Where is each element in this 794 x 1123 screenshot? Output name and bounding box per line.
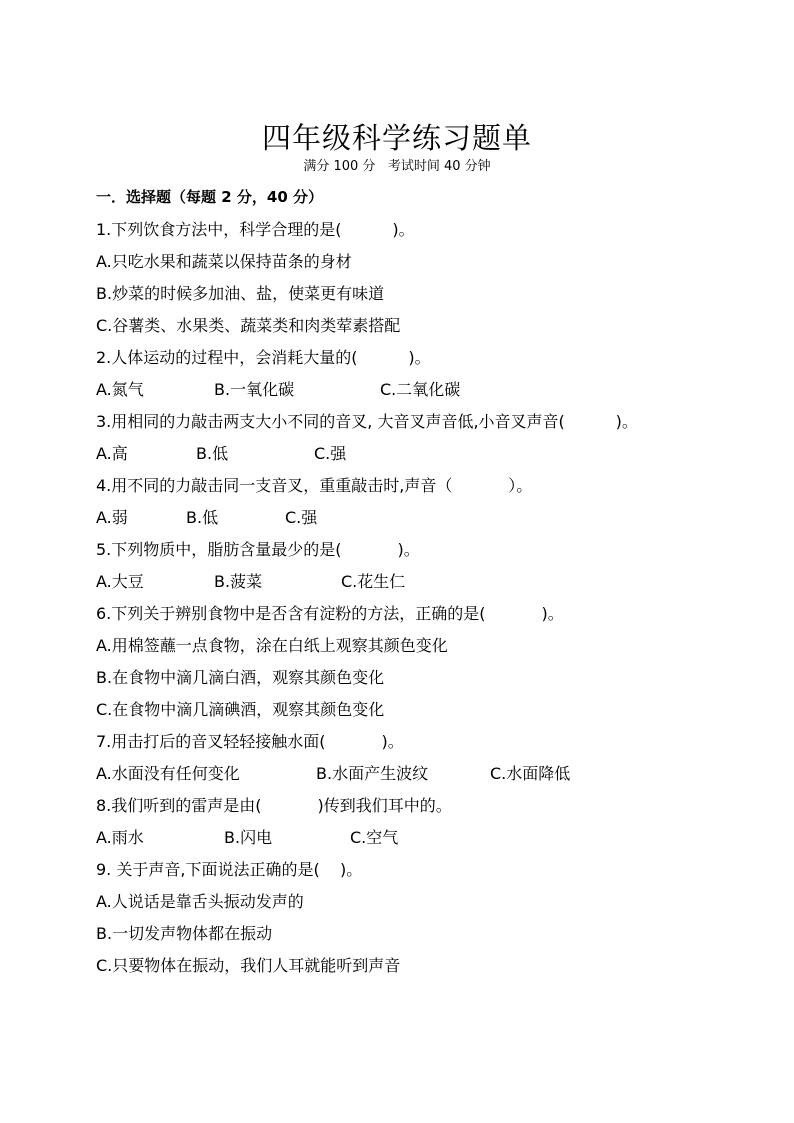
- question-line: [96, 826, 736, 858]
- line-text: 2.人体运动的过程中，会消耗大量的( )。: [96, 348, 431, 367]
- answer-option: B.菠菜: [214, 572, 263, 591]
- answer-option: A.弱: [96, 508, 128, 527]
- question-line: [96, 922, 736, 954]
- answer-option: A.雨水: [96, 828, 144, 847]
- answer-option: B.低: [186, 508, 219, 527]
- answer-option: A.大豆: [96, 572, 144, 591]
- answer-option: C.强: [314, 444, 347, 463]
- question-line: [96, 314, 736, 346]
- line-text: C.在食物中滴几滴碘酒，观察其颜色变化: [96, 700, 385, 719]
- question-line: [96, 890, 736, 922]
- question-line: [96, 506, 736, 538]
- answer-option: C.强: [285, 508, 318, 527]
- answer-option: A.水面没有任何变化: [96, 764, 240, 783]
- question-line: [96, 666, 736, 698]
- line-text: 6.下列关于辨别食物中是否含有淀粉的方法，正确的是( )。: [96, 604, 564, 623]
- question-line: [96, 698, 736, 730]
- answer-option: B.一氧化碳: [214, 380, 295, 399]
- question-line: [96, 410, 736, 442]
- question-line: [96, 858, 736, 890]
- answer-option: A.氮气: [96, 380, 144, 399]
- answer-option: C.花生仁: [341, 572, 406, 591]
- line-text: B.一切发声物体都在振动: [96, 924, 273, 943]
- line-text: C.只要物体在振动，我们人耳就能听到声音: [96, 956, 401, 975]
- line-text: 5.下列物质中，脂肪含量最少的是( )。: [96, 540, 420, 559]
- answer-option: A.高: [96, 444, 128, 463]
- line-text: 1.下列饮食方法中，科学合理的是( )。: [96, 220, 415, 239]
- answer-option: B.低: [196, 444, 229, 463]
- line-text: A.只吃水果和蔬菜以保持苗条的身材: [96, 252, 352, 271]
- answer-option: B.水面产生波纹: [316, 764, 429, 783]
- question-line: [96, 442, 736, 474]
- question-line: [96, 346, 736, 378]
- question-list: [96, 218, 736, 986]
- question-line: [96, 538, 736, 570]
- line-text: B.在食物中滴几滴白酒，观察其颜色变化: [96, 668, 385, 687]
- question-line: [96, 250, 736, 282]
- score-time-info: 满分 100 分 考试时间 40 分钟: [303, 159, 491, 174]
- line-text: A.人说话是靠舌头振动发声的: [96, 892, 304, 911]
- question-line: [96, 602, 736, 634]
- line-text: 3.用相同的力敲击两支大小不同的音叉, 大音叉声音低,小音叉声音( )。: [96, 412, 638, 431]
- line-text: 7.用击打后的音叉轻轻接触水面( )。: [96, 732, 404, 751]
- question-line: [96, 954, 736, 986]
- line-text: 9. 关于声音,下面说法正确的是( )。: [96, 860, 363, 879]
- question-line: [96, 282, 736, 314]
- answer-option: B.闪电: [224, 828, 273, 847]
- question-line: [96, 218, 736, 250]
- line-text: 4.用不同的力敲击同一支音叉，重重敲击时,声音（ ）。: [96, 476, 533, 495]
- answer-option: C.二氧化碳: [380, 380, 461, 399]
- page-title: 四年级科学练习题单: [261, 121, 532, 155]
- section-heading: 一．选择题（每题 2 分，40 分）: [96, 188, 323, 206]
- question-line: [96, 570, 736, 602]
- answer-option: C.空气: [350, 828, 399, 847]
- question-line: [96, 730, 736, 762]
- line-text: 8.我们听到的雷声是由( )传到我们耳中的。: [96, 796, 452, 815]
- question-line: [96, 634, 736, 666]
- line-text: A.用棉签蘸一点食物，涂在白纸上观察其颜色变化: [96, 636, 448, 655]
- question-line: [96, 474, 736, 506]
- answer-option: C.水面降低: [490, 764, 571, 783]
- question-line: [96, 762, 736, 794]
- line-text: C.谷薯类、水果类、蔬菜类和肉类荤素搭配: [96, 316, 401, 335]
- question-line: [96, 794, 736, 826]
- question-line: [96, 378, 736, 410]
- line-text: B.炒菜的时候多加油、盐，使菜更有味道: [96, 284, 385, 303]
